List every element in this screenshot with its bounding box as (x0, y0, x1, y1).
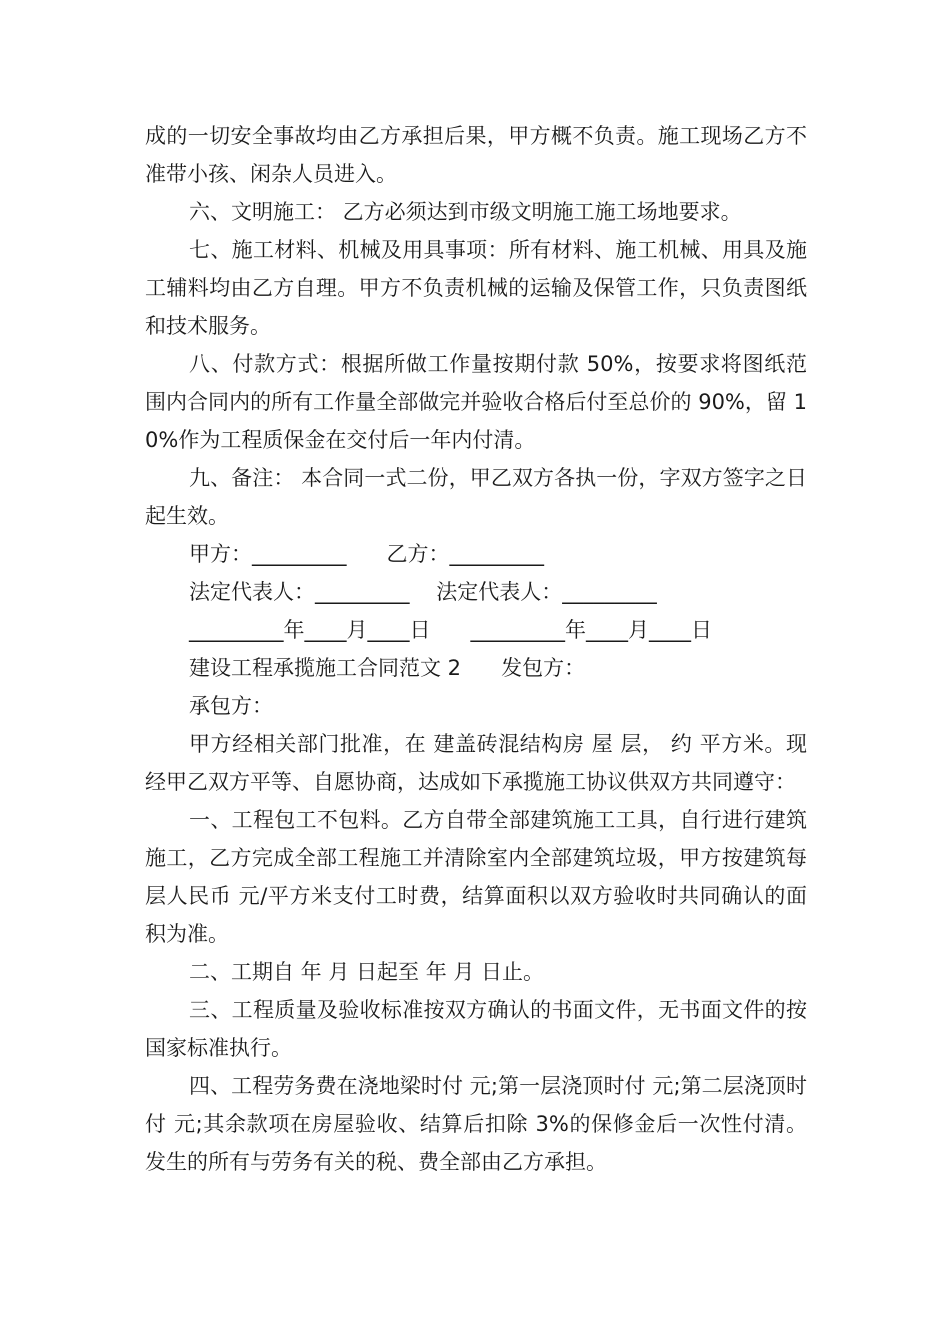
signature-dates: _________年____月____日 _________年____月____日 (189, 618, 713, 642)
contractor-label: 承包方： (189, 694, 273, 718)
paragraph-labor-only: 一、工程包工不包料。乙方自带全部建筑施工工具，自行进行建筑施工，乙方完成全部工程施工并清除室内全部建筑垃圾，甲方按建筑每层人民币 元/平方米支付工时费，结算面积以双方验收时共同确认的面积为准。 (145, 808, 807, 946)
paragraph-materials: 七、施工材料、机械及用具事项：所有材料、施工机械、用具及施工辅料均由乙方自理。甲方不负责机械的运输及保管工作，只负责图纸和技术服务。 (145, 238, 807, 338)
paragraph-approval: 甲方经相关部门批准，在 建盖砖混结构房 屋 层， 约 平方米。现经甲乙双方平等、自愿协商，达成如下承揽施工协议供双方共同遵守： (145, 732, 807, 794)
signature-parties: 甲方：_________ 乙方：_________ (189, 542, 545, 566)
document-body (145, 117, 807, 1181)
signature-legal-representatives: 法定代表人：_________ 法定代表人：_________ (189, 580, 657, 604)
paragraph-civilized-construction: 六、文明施工： 乙方必须达到市级文明施工施工场地要求。 (189, 200, 742, 224)
section-title-sample-2: 建设工程承揽施工合同范文 2 发包方： (189, 656, 586, 680)
paragraph-duration: 二、工期自 年 月 日起至 年 月 日止。 (189, 960, 545, 984)
paragraph-payment: 八、付款方式：根据所做工作量按期付款 50%，按要求将图纸范围内合同内的所有工作量全部做完并验收合格后付至总价的 90%，留 10%作为工程质保金在交付后一年内付清。 (145, 352, 807, 452)
paragraph-safety: 成的一切安全事故均由乙方承担后果，甲方概不负责。施工现场乙方不准带小孩、闲杂人员进入。 (145, 124, 807, 186)
paragraph-remarks: 九、备注： 本合同一式二份，甲乙双方各执一份，字双方签字之日起生效。 (145, 466, 807, 528)
paragraph-labor-fees: 四、工程劳务费在浇地梁时付 元;第一层浇顶时付 元;第二层浇顶时付 元;其余款项在房屋验收、结算后扣除 3%的保修金后一次性付清。发生的所有与劳务有关的税、费全部由乙方承担。 (145, 1074, 807, 1174)
paragraph-quality: 三、工程质量及验收标准按双方确认的书面文件，无书面文件的按国家标准执行。 (145, 998, 807, 1060)
